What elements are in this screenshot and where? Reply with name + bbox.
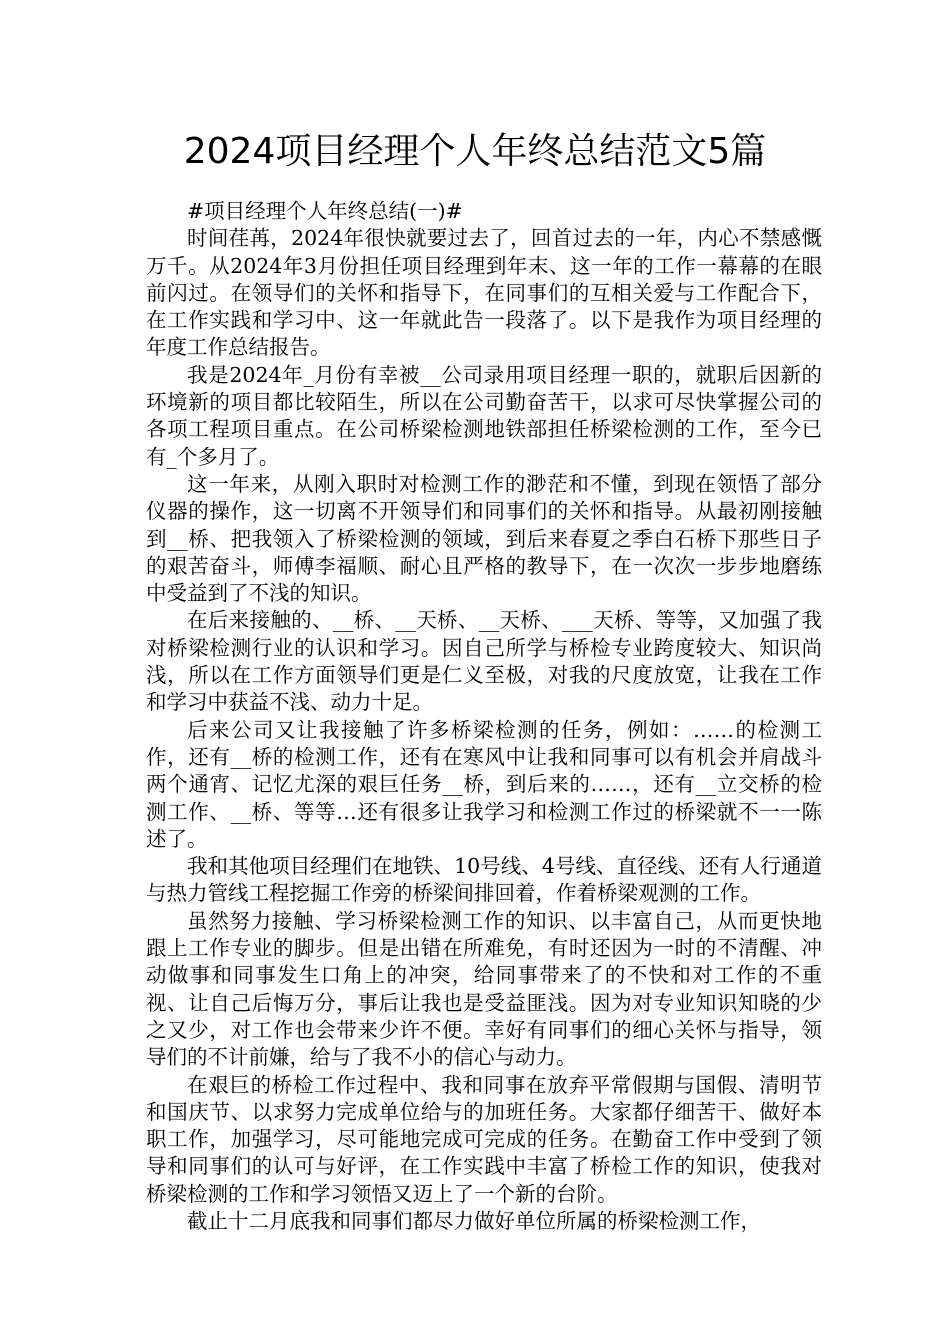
- paragraph-8: 在艰巨的桥检工作过程中、我和同事在放弃平常假期与国假、清明节和国庆节、以求努力完成单位给与的加班任务。大家都仔细苦干、做好本职工作，加强学习，尽可能地完成可完成的任务。在勤奋工作中受到了领导和同事们的认可与好评，在工作实践中丰富了桥检工作的知识，使我对桥梁检测的工作和学习领悟又迈上了一个新的台阶。: [146, 1072, 822, 1206]
- paragraph-2: 我是2024年_月份有幸被__公司录用项目经理一职的，就职后因新的环境新的项目都比较陌生，所以在公司勤奋苦干，以求可尽快掌握公司的各项工程项目重点。在公司桥梁检测地铁部担任桥梁检测的工作，至今已有_个多月了。: [146, 362, 822, 469]
- paragraph-3: 这一年来，从刚入职时对检测工作的渺茫和不懂，到现在领悟了部分仪器的操作，这一切离不开领导们和同事们的关怀和指导。从最初刚接触到__桥、把我领入了桥梁检测的领域，到后来春夏之季白石桥下那些日子的艰苦奋斗，师傅李福顺、耐心且严格的教导下，在一次次一步步地磨练中受益到了不浅的知识。: [146, 471, 822, 606]
- paragraph-7: 虽然努力接触、学习桥梁检测工作的知识、以丰富自己，从而更快地跟上工作专业的脚步。但是出错在所难免，有时还因为一时的不清醒、冲动做事和同事发生口角上的冲突，给同事带来了的不快和对工作的不重视、让自己后悔万分，事后让我也是受益匪浅。因为对专业知识知晓的少之又少，对工作也会带来少许不便。幸好有同事们的细心关怀与指导，领导们的不计前嫌，给与了我不小的信心与动力。: [146, 908, 822, 1070]
- document-body: [146, 198, 822, 1235]
- paragraph-5: 后来公司又让我接触了许多桥梁检测的任务，例如：……的检测工作，还有__桥的检测工作，还有在寒风中让我和同事可以有机会并肩战斗两个通宵、记忆尤深的艰巨任务__桥，到后来的……，还有__立交桥的检测工作、__桥、等等…还有很多让我学习和检测工作过的桥梁就不一一陈述了。: [146, 717, 822, 851]
- paragraph-4: 在后来接触的、__桥、__天桥、__天桥、___天桥、等等，又加强了我对桥梁检测行业的认识和学习。因自己所学与桥检专业跨度较大、知识尚浅，所以在工作方面领导们更是仁义至极，对我的尺度放宽，让我在工作和学习中获益不浅、动力十足。: [146, 608, 822, 715]
- paragraph-9: 截止十二月底我和同事们都尽力做好单位所属的桥梁检测工作，: [187, 1208, 761, 1233]
- page-title: 2024项目经理个人年终总结范文5篇: [183, 131, 767, 172]
- paragraph-1: 时间荏苒，2024年很快就要过去了，回首过去的一年，内心不禁感慨万千。从2024年3月份担任项目经理到年末、这一年的工作一幕幕的在眼前闪过。在领导们的关怀和指导下，在同事们的互相关爱与工作配合下，在工作实践和学习中、这一年就此告一段落了。以下是我作为项目经理的年度工作总结报告。: [146, 226, 822, 360]
- section-heading: #项目经理个人年终总结(一)#: [187, 199, 463, 223]
- paragraph-6: 我和其他项目经理们在地铁、10号线、4号线、直径线、还有人行通道与热力管线工程挖掘工作旁的桥梁间排回着，作着桥梁观测的工作。: [146, 854, 822, 906]
